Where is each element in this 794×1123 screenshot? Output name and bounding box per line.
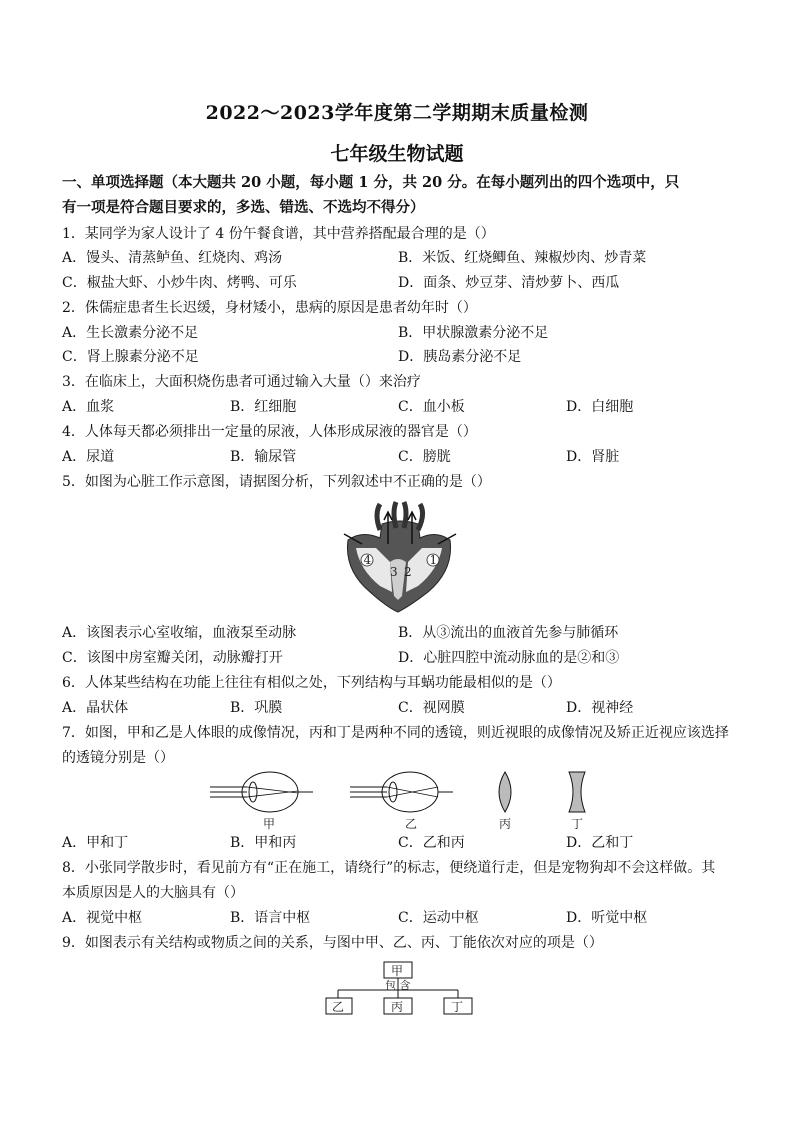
q5-stem: 5．如图为心脏工作示意图，请据图分析，下列叙述中不正确的是（） xyxy=(62,474,491,490)
q5-option-d: D．心脏四腔中流动脉血的是②和③ xyxy=(398,650,620,666)
q2-option-a: A．生长激素分泌不足 xyxy=(62,325,199,341)
page-title: 2022～2023学年度第二学期期末质量检测 xyxy=(205,102,589,124)
q8-stem-line1: 8．小张同学散步时，看见前方有“正在施工，请绕行”的标志，便绕道行走，但是宠物狗却不会这样做。其 xyxy=(62,860,716,876)
eye-yi xyxy=(350,772,453,812)
label-2: 2 xyxy=(404,565,412,579)
q2-stem: 2．侏儒症患者生长迟缓，身材矮小，患病的原因是患者幼年时（） xyxy=(62,300,477,316)
eye-lens-diagram xyxy=(205,770,605,832)
vessel-mid-left-shape xyxy=(394,502,396,528)
box-bing-label: 丙 xyxy=(391,1000,404,1014)
q4-option-c: C．膀胱 xyxy=(398,449,451,465)
q6-stem: 6．人体某些结构在功能上往往有相似之处，下列结构与耳蜗功能最相似的是（） xyxy=(62,675,561,691)
vessel-left-shape xyxy=(377,504,380,530)
section-heading-line2: 有一项是符合题目要求的，多选、错选、不选均不得分） xyxy=(62,199,425,216)
convex-lens-shape xyxy=(499,772,511,812)
vessel-mid-right-shape xyxy=(404,502,406,528)
eye-yi-label: 乙 xyxy=(405,817,418,831)
lens-bing-label: 丙 xyxy=(499,817,512,831)
q6-option-a: A．晶状体 xyxy=(62,700,129,716)
box-ding-label: 丁 xyxy=(451,1000,464,1014)
q5-option-c: C．该图中房室瓣关闭，动脉瓣打开 xyxy=(62,650,283,666)
q8-option-a: A．视觉中枢 xyxy=(62,910,143,926)
q6-option-b: B．巩膜 xyxy=(230,700,283,716)
q1-option-a: A．馒头、清蒸鲈鱼、红烧肉、鸡汤 xyxy=(62,250,283,266)
box-jia-label: 甲 xyxy=(391,964,404,978)
q3-option-c: C．血小板 xyxy=(398,399,465,415)
heart-diagram xyxy=(340,500,460,615)
q4-option-a: A．尿道 xyxy=(62,449,115,465)
q7-stem-line2: 的透镜分别是（） xyxy=(62,750,174,766)
q2-option-d: D．胰岛素分泌不足 xyxy=(398,349,522,365)
label-3: 3 xyxy=(390,565,398,579)
label-1: 1 xyxy=(429,553,438,567)
q7-option-c: C．乙和丙 xyxy=(398,835,465,851)
q6-option-d: D．视神经 xyxy=(566,700,634,716)
q3-option-b: B．红细胞 xyxy=(230,399,297,415)
page-subtitle: 七年级生物试题 xyxy=(330,143,464,165)
eye-jia xyxy=(210,772,313,812)
eye-jia-label: 甲 xyxy=(263,817,276,831)
q1-stem: 1．某同学为家人设计了 4 份午餐食谱，其中营养搭配最合理的是（） xyxy=(62,226,495,242)
q4-option-d: D．肾脏 xyxy=(566,449,620,465)
q3-option-a: A．血浆 xyxy=(62,399,115,415)
q2-option-b: B．甲状腺激素分泌不足 xyxy=(398,325,549,341)
q7-stem-line1: 7．如图，甲和乙是人体眼的成像情况，丙和丁是两种不同的透镜，则近视眼的成像情况及矫正近视应该选择 xyxy=(62,725,729,741)
q4-option-b: B．输尿管 xyxy=(230,449,297,465)
label-4: 4 xyxy=(363,553,372,567)
q8-option-d: D．听觉中枢 xyxy=(566,910,648,926)
q7-option-a: A．甲和丁 xyxy=(62,835,129,851)
box-yi-label: 乙 xyxy=(332,1000,345,1014)
q3-option-d: D．白细胞 xyxy=(566,399,634,415)
vessel-right-shape xyxy=(418,504,423,530)
q7-option-d: D．乙和丁 xyxy=(566,835,634,851)
q5-option-b: B．从③流出的血液首先参与肺循环 xyxy=(398,625,619,641)
q1-option-d: D．面条、炒豆芽、清炒萝卜、西瓜 xyxy=(398,275,620,291)
q1-option-b: B．米饭、红烧鲫鱼、辣椒炒肉、炒青菜 xyxy=(398,250,647,266)
lens-ding-label: 丁 xyxy=(571,817,584,831)
q3-stem: 3．在临床上，大面积烧伤患者可通过输入大量（）来治疗 xyxy=(62,374,421,390)
q6-option-c: C．视网膜 xyxy=(398,700,465,716)
q8-option-c: C．运动中枢 xyxy=(398,910,479,926)
relation-label: 包 含 xyxy=(385,979,411,992)
q1-option-c: C．椒盐大虾、小炒牛肉、烤鸭、可乐 xyxy=(62,275,297,291)
relation-diagram xyxy=(320,960,480,1018)
q5-option-a: A．该图表示心室收缩，血液泵至动脉 xyxy=(62,625,297,641)
q8-stem-line2: 本质原因是人的大脑具有（） xyxy=(62,885,244,901)
q8-option-b: B．语言中枢 xyxy=(230,910,311,926)
q4-stem: 4．人体每天都必须排出一定量的尿液，人体形成尿液的器官是（） xyxy=(62,424,477,440)
q7-option-b: B．甲和丙 xyxy=(230,835,297,851)
section-heading-line1: 一、单项选择题（本大题共 20 小题，每小题 1 分，共 20 分。在每小题列出的四个选项中，只 xyxy=(62,174,680,191)
q9-stem: 9．如图表示有关结构或物质之间的关系，与图中甲、乙、丙、丁能依次对应的项是（） xyxy=(62,935,603,951)
q2-option-c: C．肾上腺素分泌不足 xyxy=(62,349,199,365)
concave-lens-shape xyxy=(569,772,585,812)
